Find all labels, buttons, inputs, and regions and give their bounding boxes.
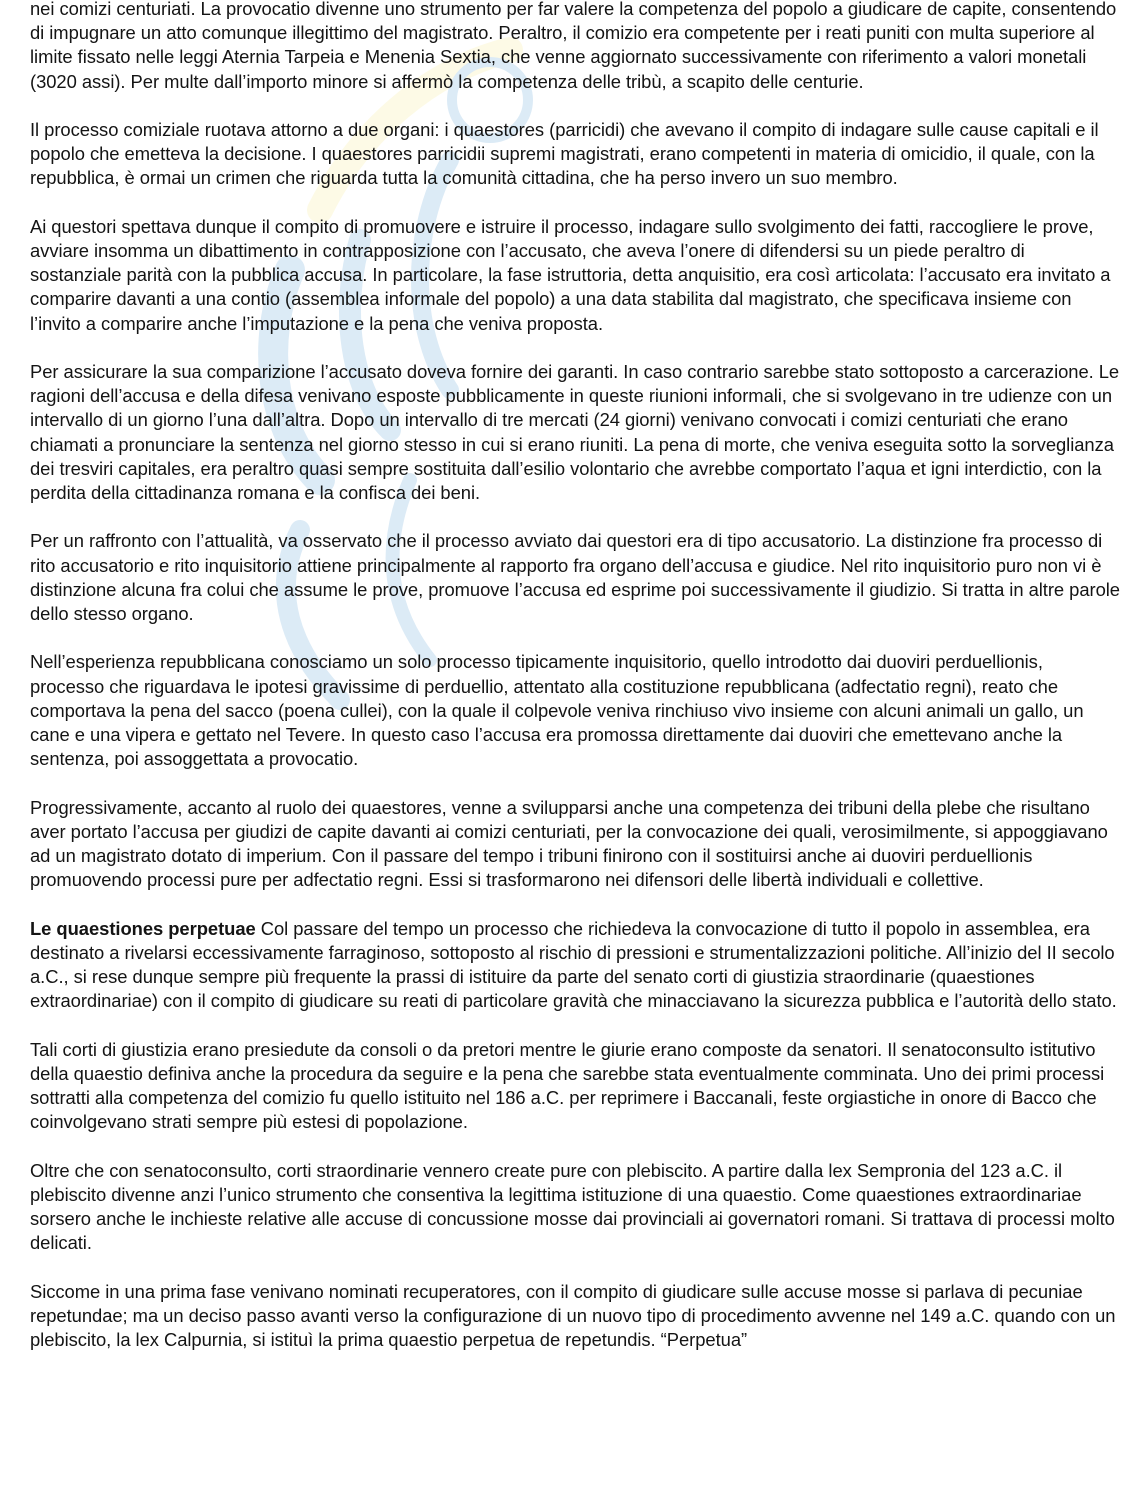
paragraph-11: Siccome in una prima fase venivano nominati recuperatores, con il compito di giudicare sulle accuse mosse si parlava di pecuniae repetundae; ma un deciso passo avanti verso la configurazione di un nuovo tipo di procedimento avvenne nel 149 a.C. quando con un plebiscito, la lex Calpurnia, si istituì la prima quaestio perpetua de repetundis. “Perpetua” xyxy=(30,1280,1116,1351)
paragraph-3: Ai questori spettava dunque il compito di promuovere e istruire il processo, indagare sullo svolgimento dei fatti, raccogliere le prove, avviare insomma un dibattimento in contrapposizione con l’accusato, che aveva l’onere di difendersi su un piede peraltro di sostanziale parità con la pubblica accusa. In particolare, la fase istruttoria, detta anquisitio, era così articolata: l’accusato era invitato a comparire davanti a una contio (assemblea informale del popolo) a una data stabilita dal magistrato, che specificava insieme con l’invito a comparire anche l’imputazione e la pena che veniva proposta. xyxy=(30,215,1111,334)
section-heading-quaestiones-perpetuae: Le quaestiones perpetuae xyxy=(30,917,256,939)
paragraph-8-body: Col passare del tempo un processo che richiedeva la convocazione di tutto il popolo in assemblea, era destinato a rivelarsi eccessivamente farraginoso, sottoposto al rischio di pressioni e strumentalizzazioni politiche. All’inizio del II secolo a.C., si rese dunque sempre più frequente la prassi di istituire da parte del senato corti di giustizia straordinarie (quaestiones extraordinariae) con il compito di giudicare su reati di particolare gravità che minacciavano la sicurezza pubblica e l’autorità dello stato. xyxy=(30,917,1117,1012)
paragraph-4: Per assicurare la sua comparizione l’accusato doveva fornire dei garanti. In caso contrario sarebbe stato sottoposto a carcerazione. Le ragioni dell’accusa e della difesa venivano esposte pubblicamente in queste riunioni informali, che si svolgevano in tre udienze con un intervallo di un giorno l’una dall’altra. Dopo un intervallo di tre mercati (24 giorni) venivano convocati i comizi centuriati che erano chiamati a pronunciare la sentenza nel giorno stesso in cui si erano riuniti. La pena di morte, che veniva eseguita sotto la sorveglianza dei tresviri capitales, era peraltro quasi sempre sostituita dall’esilio volontario che avrebbe comportato l’aqua et igni interdictio, con la perdita della cittadinanza romana e la confisca dei beni. xyxy=(30,361,1120,504)
paragraph-1: nei comizi centuriati. La provocatio divenne uno strumento per far valere la competenza del popolo a giudicare de capite, consentendo di impugnare un atto comunque illegittimo del magistrato. Peraltro, il comizio era competente per i reati puniti con multa superiore al limite fissato nelle leggi Aternia Tarpeia e Menenia Sextia, che venne aggiornato successivamente con riferimento a valori monetali (3020 assi). Per multe dall’importo minore si affermò la competenza delle tribù, a scapito delle centurie. xyxy=(30,0,1117,92)
document-page xyxy=(30,0,1120,1376)
paragraph-5: Per un raffronto con l’attualità, va osservato che il processo avviato dai questori era di tipo accusatorio. La distinzione fra processo di rito accusatorio e rito inquisitorio attiene principalmente al rapporto fra organo dell’accusa e giudice. Nel rito inquisitorio puro non vi è distinzione alcuna fra colui che assume le prove, promuove l’accusa ed esprime poi successivamente il giudizio. Si tratta in altre parole dello stesso organo. xyxy=(30,530,1120,625)
paragraph-8 xyxy=(30,917,1120,1014)
paragraph-6: Nell’esperienza repubblicana conosciamo un solo processo tipicamente inquisitorio, quello introdotto dai duoviri perduellionis, processo che riguardava le ipotesi gravissime di perduellio, attentato alla costituzione repubblicana (adfectatio regni), reato che comportava la pena del sacco (poena cullei), con la quale il colpevole veniva rinchiuso vivo insieme con alcuni animali un gallo, un cane e una vipera e gettato nel Tevere. In questo caso l’accusa era promossa direttamente dai duoviri che emettevano anche la sentenza, poi assoggettata a provocatio. xyxy=(30,651,1084,770)
paragraph-10: Oltre che con senatoconsulto, corti straordinarie vennero create pure con plebiscito. A partire dalla lex Sempronia del 123 a.C. il plebiscito divenne anzi l’unico strumento che consentiva la legittima istituzione di una quaestio. Come quaestiones extraordinariae sorsero anche le inchieste relative alle accuse di concussione mosse dai provinciali ai governatori romani. Si trattava di processi molto delicati. xyxy=(30,1159,1115,1254)
paragraph-2: Il processo comiziale ruotava attorno a due organi: i quaestores (parricidi) che avevano il compito di indagare sulle cause capitali e il popolo che emetteva la decisione. I quaestores parricidii supremi magistrati, erano competenti in materia di omicidio, il quale, con la repubblica, è ormai un crimen che riguarda tutta la comunità cittadina, che ha perso invero un suo membro. xyxy=(30,119,1099,189)
paragraph-7: Progressivamente, accanto al ruolo dei quaestores, venne a svilupparsi anche una competenza dei tribuni della plebe che risultano aver portato l’accusa per giudizi de capite davanti ai comizi centuriati, per la convocazione dei quali, verosimilmente, si appoggiavano ad un magistrato dotato di imperium. Con il passare del tempo i tribuni finirono con il sostituirsi anche ai duoviri perduellionis promuovendo processi pure per adfectatio regni. Essi si trasformarono nei difensori delle libertà individuali e collettive. xyxy=(30,796,1108,891)
paragraph-9: Tali corti di giustizia erano presiedute da consoli o da pretori mentre le giurie erano composte da senatori. Il senatoconsulto istitutivo della quaestio definiva anche la procedura da seguire e la pena che sarebbe stata eventualmente comminata. Uno dei primi processi sottratti alla competenza del comizio fu quello istituito nel 186 a.C. per reprimere i Baccanali, feste orgiastiche in onore di Bacco che coinvolgevano strati sempre più estesi di popolazione. xyxy=(30,1038,1105,1133)
